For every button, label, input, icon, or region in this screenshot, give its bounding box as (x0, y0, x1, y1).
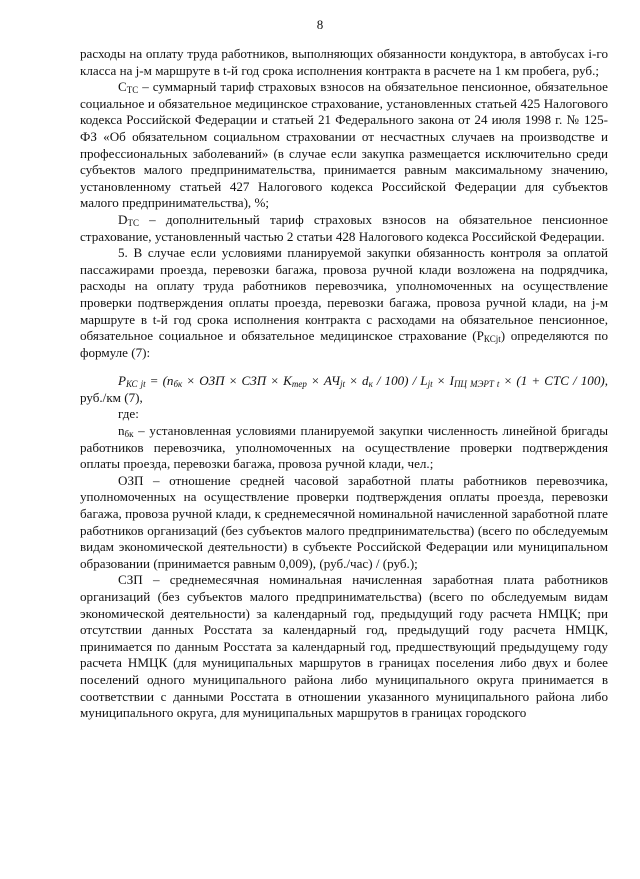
term-ozp: ОЗП (118, 472, 144, 488)
formula-7: $P_{КС jt} = (n_{бк}$ × ОЗП × СЗП × $К_{тер} \times АЧ_{jt} \times d_к / 100) / L_{jt} \times I_{ПЦ МЭРТ t} \times (1$ + СТС / 100), руб./км (7), (80, 373, 609, 405)
term-ctc: $С_{ТС}$ (118, 79, 139, 96)
definition-ozp: ОЗП – отношение средней часовой заработной платы работников перевозчика, уполномоченных на осуществление проверки подтверждения оплаты проезда, перевозки багажа, провоза ручной клади, к среднемесячной номинальной начисленной заработной плате работников организаций (без субъектов малого предпринимательства) (всего по обследуемым видам экономической деятельности) в субъекте Российской Федерации или муниципальном образовании (принимается равным 0,009), (руб./час) / (руб.); (80, 472, 608, 571)
term-dtc: $D_{ТС}$ (118, 211, 139, 228)
paragraph-ctc-definition: $С_{ТС}$ – суммарный тариф страховых взносов на обязательное пенсионное, обязательное социальное и обязательное медицинское страхование, установленных статьей 425 Налогового кодекса Российской Федерации и статьей 21 Федерального закона от 24 июля 1998 г. № 125-ФЗ «Об обязательном социальном страховании от несчастных случаев на производстве и профессиональных заболеваний» (в случае если закупка размещается исключительно среди субъектов малого предпринимательства, принимается равным максимальному значению, установленному статьей 427 Налогового кодекса Российской Федерации для субъектов малого предпринимательства), %; (80, 79, 608, 211)
paragraph-dtc-definition: $D_{ТС}$ – дополнительный тариф страховых взносов на обязательное пенсионное страхование, установленный частью 2 статьи 428 Налогового кодекса Российской Федерации. (80, 211, 608, 244)
page-number: 8 (316, 17, 324, 32)
term-szp: СЗП (118, 572, 143, 588)
term-nbk: $n_{бк}$ (118, 423, 134, 440)
paragraph-salary-conductor: расходы на оплату труда работников, выполняющих обязанности кондуктора, в автобусах i-го класса на j-м маршруте в t-й год срока исполнения контракта в расчете на 1 км пробега, руб.; (80, 46, 608, 78)
where-label: где: (118, 406, 139, 422)
definition-nbk: $n_{бк}$ – установленная условиями планируемой закупки численность линейной бригады работников перевозчика, уполномоченных на осуществление проверки подтверждения оплаты проезда, перевозки багажа, провоза ручной клади, чел.; (80, 423, 608, 472)
definition-szp: СЗП – среднемесячная номинальная начисленная заработная плата работников организаций (без субъектов малого предпринимательства) (всего по обследуемым видам экономической деятельности) за календарный год, предыдущий году расчета НМЦК; при отсутствии данных Росстата за календарный год, предыдущий году расчета НМЦК, принимается по данным Росстата за календарный год, предшествующий предыдущему году расчета НМЦК (для муниципальных маршрутов в границах поселения либо двух и более поселений одного муниципального района либо муниципального округа принимается в соответствии с данными Росстата в отношении указанного муниципального района либо муниципального округа, для муниципальных маршрутов в границах городского (80, 572, 608, 721)
document-body (80, 46, 608, 722)
paragraph-item-5: 5. В случае если условиями планируемой закупки обязанность контроля за оплатой пассажирами проезда, перевозки багажа, провоза ручной клади возложена на подрядчика, расходы на оплату труда работников перевозчика, уполномоченных на осуществление проверки подтверждения оплаты проезда, перевозки багажа, провоза ручной клади, на j-м маршруте в t-й год срока исполнения контракта с расходами на обязательное пенсионное, обязательное социальное и обязательное медицинское страхование $(Р_{КСjt})$ определяются по формуле (7): (80, 245, 608, 360)
